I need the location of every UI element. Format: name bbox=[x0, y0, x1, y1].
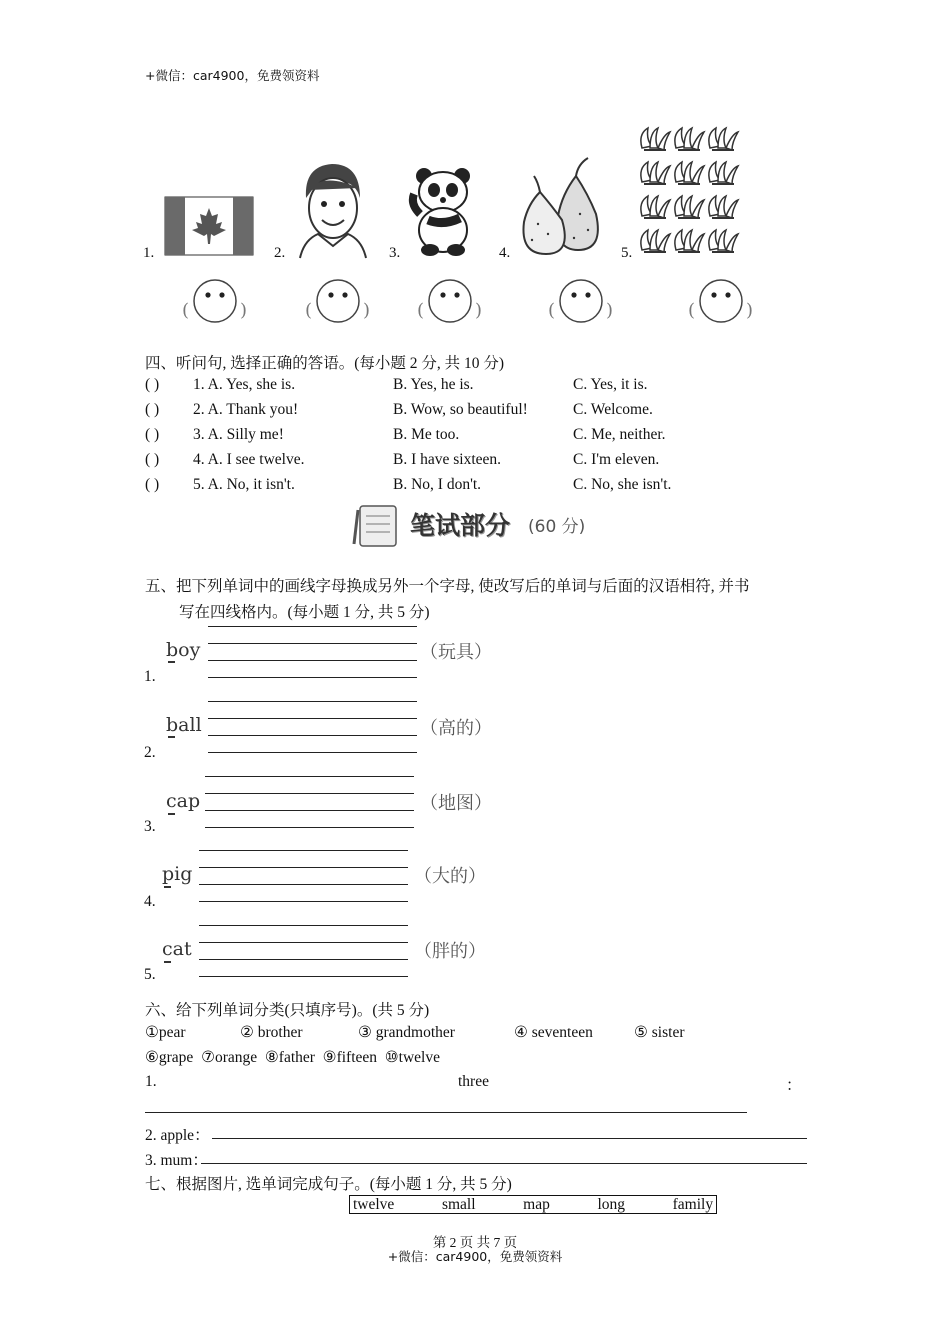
chinese-meaning: （地图） bbox=[420, 793, 492, 814]
smiley-face-icon[interactable] bbox=[303, 276, 373, 326]
chinese-meaning: （高的） bbox=[420, 718, 492, 739]
svg-text:): ) bbox=[475, 300, 483, 321]
answer-paren[interactable]: ( ) bbox=[145, 451, 160, 468]
given-word: cat bbox=[162, 938, 192, 960]
option-a: 4. A. I see twelve. bbox=[193, 451, 305, 468]
option-a: 2. A. Thank you! bbox=[193, 401, 299, 418]
item-number: 5. bbox=[144, 966, 156, 983]
option-c: C. No, she isn't. bbox=[573, 476, 672, 493]
option-a: 1. A. Yes, she is. bbox=[193, 376, 296, 393]
chinese-meaning: （玩具） bbox=[420, 642, 492, 663]
written-part-title: 笔试部分 bbox=[410, 511, 511, 540]
item-number: 1. bbox=[144, 668, 156, 685]
word-box bbox=[349, 1196, 717, 1214]
svg-text:(: ( bbox=[305, 300, 313, 321]
option-c: C. I'm eleven. bbox=[573, 451, 660, 468]
word-box-words: twelve small map long family bbox=[349, 1195, 717, 1214]
smiley-face-icon[interactable] bbox=[415, 276, 485, 326]
smiley-face-icon[interactable] bbox=[686, 276, 756, 326]
option-b: B. Me too. bbox=[393, 426, 460, 443]
section4-title: 四、听问句, 选择正确的答语。(每小题 2 分, 共 10 分) bbox=[145, 355, 505, 372]
option-c: C. Me, neither. bbox=[573, 426, 666, 443]
category-2-answer-line[interactable] bbox=[212, 1138, 807, 1139]
word-option: ③ grandmother bbox=[358, 1024, 455, 1041]
svg-text:(: ( bbox=[688, 300, 696, 321]
answer-paren[interactable]: ( ) bbox=[145, 401, 160, 418]
notebook-icon bbox=[350, 500, 406, 550]
smiley-face-icon[interactable] bbox=[546, 276, 616, 326]
option-b: B. Wow, so beautiful! bbox=[393, 401, 528, 418]
watermark-bottom: +微信：car4900，免费领资料 bbox=[387, 1249, 563, 1264]
category-3-label: 3. mum： bbox=[145, 1152, 208, 1169]
pears-icon bbox=[518, 154, 606, 258]
category-1-answer-line[interactable] bbox=[145, 1112, 747, 1113]
picture-number-3: 3. bbox=[389, 245, 401, 261]
svg-text:): ) bbox=[606, 300, 614, 321]
given-word: pig bbox=[162, 863, 193, 885]
svg-text:(: ( bbox=[182, 300, 190, 321]
written-part-banner bbox=[350, 500, 610, 550]
answer-paren[interactable]: ( ) bbox=[145, 476, 160, 493]
item-number: 3. bbox=[144, 818, 156, 835]
option-b: B. Yes, he is. bbox=[393, 376, 474, 393]
option-a: 3. A. Silly me! bbox=[193, 426, 284, 443]
category-3-answer-line[interactable] bbox=[201, 1163, 807, 1164]
option-b: B. I have sixteen. bbox=[393, 451, 502, 468]
svg-text:): ) bbox=[363, 300, 371, 321]
picture-number-2: 2. bbox=[274, 245, 286, 261]
option-a: 5. A. No, it isn't. bbox=[193, 476, 295, 493]
section6-title: 六、给下列单词分类(只填序号)。(共 5 分) bbox=[145, 1002, 430, 1019]
category-2-label: 2. apple： bbox=[145, 1127, 210, 1144]
picture-number-4: 4. bbox=[499, 245, 511, 261]
watermark-top: +微信：car4900，免费领资料 bbox=[145, 68, 320, 83]
word-option-row2: ⑥grape ⑦orange ⑧father ⑨fifteen ⑩twelve bbox=[145, 1049, 440, 1066]
man-face-icon bbox=[294, 160, 370, 260]
item-number: 2. bbox=[144, 744, 156, 761]
section5-title-line1: 五、把下列单词中的画线字母换成另外一个字母, 使改写后的单词与后面的汉语相符, 并书 bbox=[145, 578, 750, 595]
smiley-face-icon[interactable] bbox=[180, 276, 250, 326]
section5-title-line2: 写在四线格内。(每小题 1 分, 共 5 分) bbox=[179, 604, 430, 621]
section7-title: 七、根据图片, 选单词完成句子。(每小题 1 分, 共 5 分) bbox=[145, 1176, 512, 1193]
page-number: 第 2 页 共 7 页 bbox=[432, 1235, 518, 1250]
svg-text:): ) bbox=[240, 300, 248, 321]
svg-text:(: ( bbox=[417, 300, 425, 321]
given-word: ball bbox=[166, 714, 202, 736]
word-option: ⑤ sister bbox=[634, 1024, 685, 1041]
word-option: ② brother bbox=[240, 1024, 303, 1041]
word-option: ①pear bbox=[145, 1024, 186, 1041]
word-option: ④ seventeen bbox=[514, 1024, 593, 1041]
category-1-colon: ： bbox=[786, 1077, 802, 1094]
picture-number-1: 1. bbox=[143, 245, 155, 261]
svg-text:(: ( bbox=[548, 300, 556, 321]
many-bananas-icon bbox=[636, 124, 748, 260]
given-word: boy bbox=[166, 639, 201, 661]
panda-icon bbox=[408, 164, 478, 256]
chinese-meaning: （大的） bbox=[414, 866, 486, 887]
option-c: C. Yes, it is. bbox=[573, 376, 648, 393]
svg-text:): ) bbox=[746, 300, 754, 321]
item-number: 4. bbox=[144, 893, 156, 910]
canada-flag-icon bbox=[164, 196, 254, 256]
category-1-word: three bbox=[458, 1073, 489, 1090]
picture-number-5: 5. bbox=[621, 245, 633, 261]
answer-paren[interactable]: ( ) bbox=[145, 426, 160, 443]
category-1-number: 1. bbox=[145, 1073, 157, 1090]
option-c: C. Welcome. bbox=[573, 401, 653, 418]
answer-paren[interactable]: ( ) bbox=[145, 376, 160, 393]
chinese-meaning: （胖的） bbox=[414, 941, 486, 962]
option-b: B. No, I don't. bbox=[393, 476, 482, 493]
written-part-score: (60 分) bbox=[528, 517, 586, 537]
given-word: cap bbox=[166, 790, 201, 812]
